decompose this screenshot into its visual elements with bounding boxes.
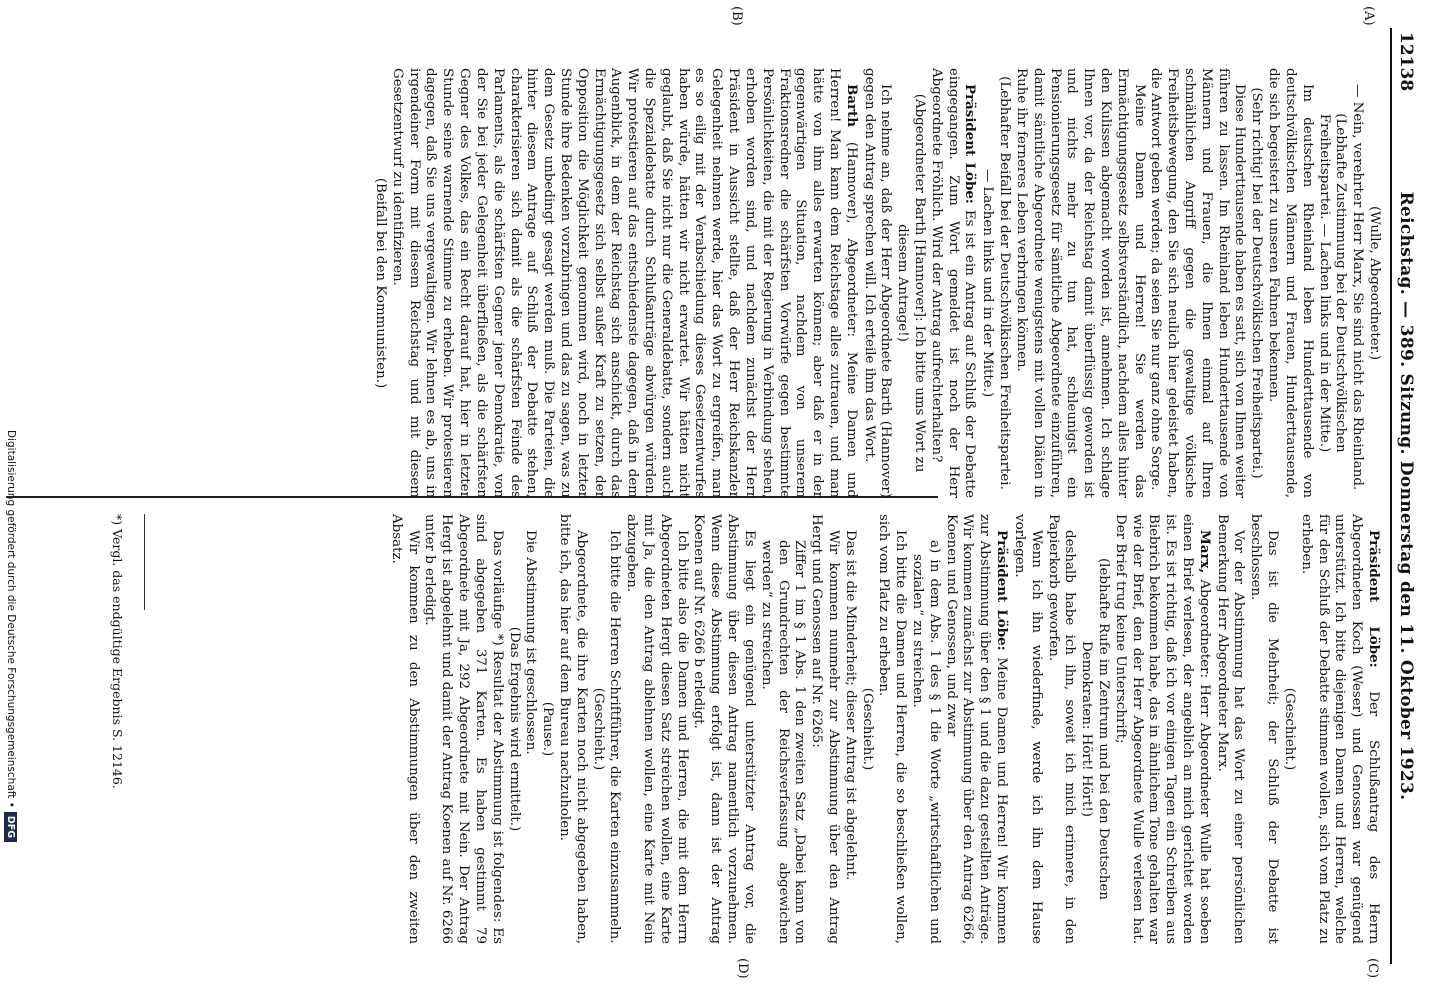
motion-item: a) in dem Abs. 1 des § 1 die Worte „wirtschaftlichen und sozialen“ zu streichen. xyxy=(910,540,942,944)
paragraph: Ich bitte die Herren Schriftführer, die Karten einzusammeln. xyxy=(607,530,623,944)
page-header xyxy=(1390,28,1420,964)
paragraph: Ich bitte also die Damen und Herren, die mit dem Herrn Abgeordneten Hergt diesen Satz streichen wollen, eine Karte mit Ja, die den Antrag ablehnen wollen, eine Karte mit Nein abzugeben. xyxy=(624,514,690,944)
interjection: (Lebhafte Zustimmung bei der Deutschvölkischen Freiheitspartei. — Lachen links und in der Mitte.) xyxy=(1316,113,1349,453)
margin-marker-a: (A) xyxy=(1361,6,1376,26)
paragraph: Das ist die Minderheit; dieser Antrag ist abgelehnt. xyxy=(842,530,858,881)
speech-text: Der Schlußantrag des Herrn Abgeordneten Koch (Weser) und Genossen war genügend unterstützt. Ich bitte diejenigen Damen und Herren, welche für den Schluß der Debatte stimmen wollen, sich vom Platz zu erheben. xyxy=(1298,514,1381,944)
credit-text: Digitalisierung gefördert durch die Deutsche Forschungsgemeinschaft • xyxy=(5,430,17,808)
footnote-rule xyxy=(144,514,145,610)
interjection: (Sehr richtig! bei der Deutschvölkischen Freiheitspartei.) xyxy=(1249,87,1265,479)
paragraph xyxy=(1111,514,1213,944)
paragraph: Ich nehme an, daß der Herr Abgeordnete Barth (Hannover) gegen den Antrag sprechen will. Ich erteile ihm das Wort. xyxy=(861,68,894,498)
paragraph: deshalb habe ich ihn, soweit ich mich erinnere, in den Papierkorb geworfen. xyxy=(1045,514,1078,944)
margin-marker-b: (B) xyxy=(729,6,744,26)
speaker-continuation: (Wulle, Abgeordneter.) xyxy=(1367,205,1382,361)
speech-text: Abgeordneter: Herr Abgeordneter Wulle hat soeben einen Brief verlesen, der angeblich an mich gerichtet worden ist. Es ist richtig, daß ich vor einigen Tagen ein Schreiben aus Biebrich bekommen habe, das in ähnlichem Tone gehalten war wie der Brief, den der Herr Abgeordnete Wulle verlesen hat. Der Brief trug keine Unterschrift; xyxy=(1112,514,1212,944)
left-column xyxy=(371,68,1382,498)
paragraph xyxy=(942,514,1010,944)
interjection: (Das Ergebnis wird ermittelt.) xyxy=(506,626,522,832)
speaker-name: Präsident Löbe: xyxy=(1366,530,1382,668)
footnote: *) Vergl. das endgültige Ergebnis S. 12146. xyxy=(110,514,126,789)
interjection: (Geschieht.) xyxy=(590,687,606,771)
paragraph: Das vorläufige *) Resultat der Abstimmung ist folgendes: Es sind abgegeben 371 Karten. Es haben gestimmt 79 Abgeordnete mit Ja, 292 Abgeordnete mit Nein. Der Antrag Hergt ist abgelehnt und damit der Antrag Koenen auf Nr. 6266 unter b erledigt. xyxy=(422,514,505,944)
header-rule xyxy=(1390,28,1392,964)
paragraph xyxy=(388,68,860,498)
speech-text: (Hannover), Abgeordneter: Meine Damen und Herren! Man kann dem Reichstage alles zutrauen, und man hätte von ihm alles erwarten können; aber daß er in der gegenwärtigen Situation, nachdem von unserem Fraktionsredner die schärfsten Vorwürfe gegen bestimmte Persönlichkeiten, die mit der Regierung in Verbindung stehen, erhoben worden sind, und nachdem zunächst der Herr Präsident in Aussicht stellte, daß der Herr Reichskanzler Gelegenheit nehmen werde, hier das Wort zu ergreifen, man es so eilig mit der Verabschiedung dieses Gesetzentwurfes haben würde, hätten wir nicht erwartet. Wir hätten nicht geglaubt, daß Sie nicht nur die Generaldebatte, sondern auch die Spezialdebatte durch Schlußanträge abwürgen würden. Wir protestieren auf das entschiedenste dagegen, daß in dem Augenblick, in dem der Reichstag sich anschickt, durch das Ermächtigungsgesetz sich selbst außer Kraft zu setzen, der Opposition die Möglichkeit genommen wird, noch in letzter Stunde ihre Bedenken vorzubringen und das zu sagen, was zu dem Gesetz unbedingt gesagt werden muß. Die Parteien, die hinter diesem Antrage auf Schluß der Debatte stehen, charakterisieren sich damit als die schärfsten Feinde des Parlaments, als die schärfsten Gegner jener Demokratie, von der Sie bei jeder Gelegenheit überfließen, als die schärfsten Gegner des Volkes, das ein Recht darauf hat, hier in letzter Stunde seine warnende Stimme zu erheben. Wir protestieren dagegen, daß Sie uns vergewaltigen. Wir lehnen es ab, uns in irgendeiner Form mit diesem Reichstag und mit diesem Gesetzentwurf zu identifizieren. xyxy=(389,68,859,498)
paragraph xyxy=(927,68,978,498)
paragraph: Abgeordnete, die ihre Karten noch nicht abgegeben haben, bitte ich, das hier auf dem Bureau nachzuholen. xyxy=(557,514,589,944)
paragraph: Vor der Abstimmung hat das Wort zu einer persönlichen Bemerkung Herr Abgeordneter Marx. xyxy=(1214,514,1247,944)
paragraph: Ich bitte die Damen und Herren, die so beschließen wollen, sich vom Platz zu erheben. xyxy=(876,514,909,944)
paragraph: — Nein, verehrter Herr Marx, Sie sind nicht das Rheinland. xyxy=(1350,84,1366,491)
paragraph: Das ist die Mehrheit; der Schluß der Debatte ist beschlossen. xyxy=(1248,514,1281,944)
margin-marker-d: (D) xyxy=(735,958,750,979)
paragraph xyxy=(1297,514,1382,944)
paragraph: Die Abstimmung ist geschlossen. xyxy=(523,530,539,755)
interjection: (Pause.) xyxy=(540,701,556,757)
page-title: Reichstag. — 389. Sitzung. Donnerstag den 11. Oktober 1923. xyxy=(1396,191,1416,801)
speech-text: Meine Damen und Herren! Wir kommen zur Abstimmung über den § 1 und die dazu gestellten Anträge. Wir kommen zunächst zur Abstimmung über den Antrag 6266, Koenen und Genossen, und zwar xyxy=(943,514,1010,944)
speaker-name: Marx, xyxy=(1196,530,1213,574)
paragraph: Diese Hunderttausende haben es satt, sich von Ihnen weiter führen zu lassen. Im Rheinland leben Hunderttausende von Männern und Frauen, die Ihnen einmal auf Ihren schmählichen Angriff gegen die gewaltige völkische Freiheitsbewegung, den Sie sich neulich hier geleistet haben, die Antwort geben werden; da seien Sie nur ganz ohne Sorge. xyxy=(1148,68,1248,498)
interjection: (Geschieht.) xyxy=(1281,687,1297,771)
speaker-name: Präsident Löbe: xyxy=(962,84,979,204)
margin-marker-c: (C) xyxy=(1365,958,1380,979)
paragraph: Im deutschen Rheinland leben Hunderttausende von deutschvölkischen Männern und Frauen, Hunderttausende, die sich begeistert zu unseren Fahnen bekennen. xyxy=(1266,68,1315,498)
right-column xyxy=(387,514,1382,944)
page-number: 12138 xyxy=(1396,32,1416,92)
speech-text: Es ist ein Antrag auf Schluß der Debatte eingegangen. Zum Wort gemeldet ist noch der Herr Abgeordnete Fröhlich. Wird der Antrag aufrechterhalten? xyxy=(928,68,978,498)
motion-item: Ziffer 1 im § 1 Abs. 1 den zweiten Satz „Dabei kann von den Grundrechten der Reichsverfassung abgewichen werden“ zu streichen. xyxy=(758,540,808,944)
interjection: (Lebhafter Beifall bei der Deutschvölkischen Freiheitspartei. — Lachen links und in der Mitte.) xyxy=(980,76,1013,490)
paragraph: Es liegt ein genügend unterstützter Antrag vor, die Abstimmung über diesen Antrag namentlich vorzunehmen. Wenn diese Abstimmung erfolgt ist, dann ist der Antrag Koenen auf Nr. 6266 b erledigt. xyxy=(691,514,757,944)
interjection: (lebhafte Rufe im Zentrum und bei den Deutschen Demokraten: Hört! Hört!) xyxy=(1079,557,1111,901)
paragraph: Wir kommen nunmehr zur Abstimmung über den Antrag Hergt und Genossen auf Nr. 6265: xyxy=(809,514,841,944)
interjection: (Geschieht.) xyxy=(859,687,875,771)
interjection: (Abgeordneter Barth [Hannover]: Ich bitte ums Wort zu diesem Antrage!) xyxy=(895,93,928,473)
paragraph: Wenn ich ihn wiederfinde, werde ich ihn dem Hause vorlegen. xyxy=(1011,514,1044,944)
paragraph: Meine Damen und Herren! Sie werden das Ermächtigungsgesetz selbstverständlich, nachdem alles hinter den Kulissen abgemacht worden ist, annehmen. Ich schlage Ihnen vor, da der Reichstag damit überflüssig geworden ist und nichts mehr zu tun hat, schleunigst ein Pensionierungsgesetz für sämtliche Abgeordnete einzuführen, damit sämtliche Abgeordnete wenigstens mit vollen Diäten in Ruhe ihr ferneres Leben verbringen können. xyxy=(1013,68,1147,498)
digitization-credit xyxy=(4,430,17,842)
dfg-logo: DFG xyxy=(4,812,17,842)
speaker-name: Barth xyxy=(843,84,860,127)
paragraph: Wir kommen zu den Abstimmungen über den zweiten Absatz. xyxy=(388,514,421,944)
interjection: (Beifall bei den Kommunisten.) xyxy=(373,177,389,389)
speaker-name: Präsident Löbe: xyxy=(994,530,1011,651)
